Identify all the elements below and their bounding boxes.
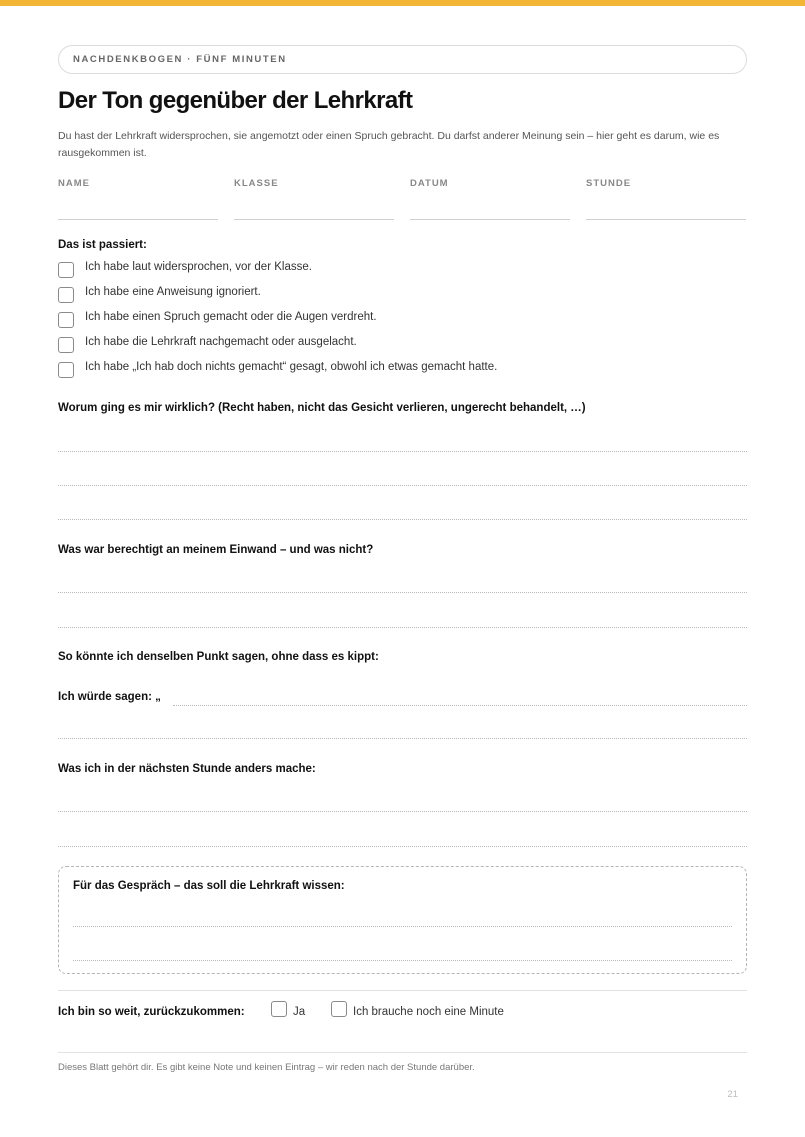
question-wuerde-sagen: Ich würde sagen: „: [58, 691, 161, 703]
option-need-minute-label: Ich brauche noch eine Minute: [353, 1006, 504, 1018]
checkbox[interactable]: [58, 337, 74, 353]
ready-label: Ich bin so weit, zurückzukommen:: [58, 1006, 245, 1018]
checkbox-label: Ich habe die Lehrkraft nachgemacht oder ausgelacht.: [85, 336, 357, 348]
name-field[interactable]: [58, 178, 218, 189]
answer-line[interactable]: [58, 846, 747, 847]
name-input-line[interactable]: [58, 219, 218, 220]
name-label: NAME: [58, 178, 90, 189]
answer-line[interactable]: [58, 519, 747, 520]
answer-line[interactable]: [58, 592, 747, 593]
footer-note: Dieses Blatt gehört dir. Es gibt keine Note und keinen Eintrag – wir reden nach der Stunde darüber.: [58, 1062, 475, 1073]
page-title: Der Ton gegenüber der Lehrkraft: [58, 87, 413, 114]
datum-input-line[interactable]: [410, 219, 570, 220]
datum-label: DATUM: [410, 178, 449, 189]
question-gespraech: Für das Gespräch – das soll die Lehrkraft wissen:: [73, 880, 345, 892]
eyebrow-label: NACHDENKBOGEN · FÜNF MINUTEN: [58, 45, 747, 74]
answer-line[interactable]: [173, 705, 747, 706]
checkbox[interactable]: [58, 287, 74, 303]
question-naechste: Was ich in der nächsten Stunde anders mache:: [58, 763, 316, 775]
klasse-input-line[interactable]: [234, 219, 394, 220]
klasse-label: KLASSE: [234, 178, 279, 189]
checkbox-label: Ich habe laut widersprochen, vor der Klasse.: [85, 261, 312, 273]
datum-field[interactable]: [410, 178, 570, 189]
stunde-input-line[interactable]: [586, 219, 746, 220]
stunde-field[interactable]: [586, 178, 746, 189]
answer-line[interactable]: [58, 627, 747, 628]
checkbox-label: Ich habe „Ich hab doch nichts gemacht“ gesagt, obwohl ich etwas gemacht hatte.: [85, 361, 498, 373]
question-sagen: So könnte ich denselben Punkt sagen, ohne dass es kippt:: [58, 651, 379, 663]
checkbox-label: Ich habe eine Anweisung ignoriert.: [85, 286, 261, 298]
divider: [58, 1052, 747, 1053]
page-number: 21: [727, 1089, 738, 1100]
answer-line[interactable]: [58, 738, 747, 739]
passiert-heading: Das ist passiert:: [58, 239, 147, 251]
checkbox[interactable]: [271, 1001, 287, 1017]
stunde-label: STUNDE: [586, 178, 632, 189]
checkbox[interactable]: [58, 262, 74, 278]
intro-text: Du hast der Lehrkraft widersprochen, sie angemotzt oder einen Spruch gebracht. Du darfst anderer Meinung sein – hier geht es darum, wie es rausgekommen ist.: [58, 130, 720, 159]
checkbox-label: Ich habe einen Spruch gemacht oder die Augen verdreht.: [85, 311, 377, 323]
answer-line[interactable]: [58, 485, 747, 486]
question-berechtigt: Was war berechtigt an meinem Einwand – und was nicht?: [58, 544, 374, 556]
option-yes-label: Ja: [293, 1006, 306, 1018]
answer-line[interactable]: [73, 960, 732, 961]
answer-line[interactable]: [58, 451, 747, 452]
klasse-field[interactable]: [234, 178, 394, 189]
accent-bar: [0, 0, 805, 6]
checkbox[interactable]: [58, 312, 74, 328]
answer-line[interactable]: [58, 811, 747, 812]
checkbox[interactable]: [58, 362, 74, 378]
checkbox[interactable]: [331, 1001, 347, 1017]
question-worum: Worum ging es mir wirklich? (Recht haben, nicht das Gesicht verlieren, ungerecht behandelt, …): [58, 402, 586, 414]
divider: [58, 990, 747, 991]
answer-line[interactable]: [73, 926, 732, 927]
